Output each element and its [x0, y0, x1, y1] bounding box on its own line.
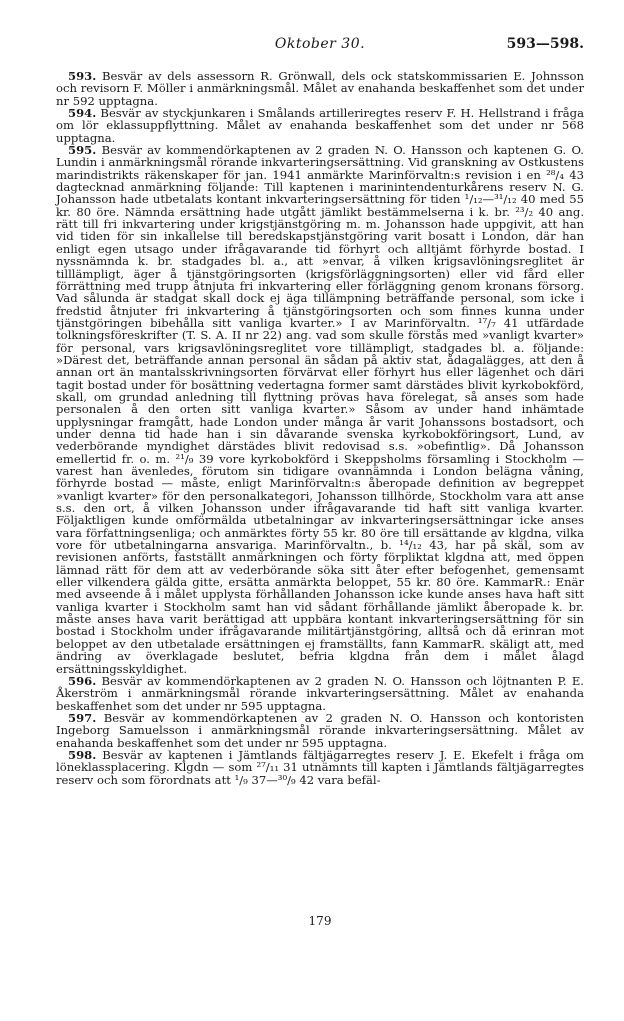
paragraph-593 [56, 70, 584, 107]
header-case-range: 593—598. [506, 36, 584, 52]
paragraph-text: Besvär av kommendörkaptenen av 2 graden N. O. Hansson och kaptenen G. O. Lundin i anmärkningsmål rörande inkvarteringsersättning. Vid granskning av Ostkustens marindistrikts räkenskaper för jan. 1941 anmärkte Marinförvaltn:s revision i en ²⁸/₄ 43 dagtecknad anmärkning följande: Till kaptenen i marinintendenturkårens reserv N. G. Johansson hade utbetalats kontant inkvarteringsersättning för tiden ¹/₁₂—³¹/₁₂ 40 med 55 kr. 80 öre. Nämnda ersättning hade utgått jämlikt bestämmelserna i k. br. ²³/₂ 40 ang. rätt till fri inkvartering under krigstjänstgöring m. m. Johansson hade uppgivit, att han vid tiden för sin inkallelse till beredskapstjänstgöring varit bosatt i London, där han enligt egen utsago under ifrågavarande tid förhyrt och alltjämt förhyrde bostad. I nyssnämnda k. br. stadgades bl. a., att »envar, å vilken krigsavlöningsreglitet är tilllämpligt, äger å tjänstgöringsorten (krigsförläggningsorten) eller vid fård eller förrättning med trupp åtnjuta fri inkvartering eller förläggning genom kronans försorg. Vad sålunda är stadgat skall dock ej äga tillämpning beträffande personal, som icke i fredstid åtnjuter fri inkvartering å tjänstgöringsorten och som finnes kunna under tjänstgöringen bibehålla sitt vanliga kvarter.» I av Marinförvaltn. ¹⁷/₇ 41 utfärdade tolkningsföreskrifter (T. S. A. II nr 22) ang. vad som skulle förstås med »vanligt kvarter» för personal, vars krigsavlöningsreglitet vore tillämpligt, stadgades bl. a. följande: »Därest det, beträffande annan personal än sådan på aktiv stat, ådagalägges, att den å annan ort än mantalsskrivningsorten förvärvat eller förhyrt hus eller lägenhet och däri tagit bostad under för bosättning vedertagna former samt därstädes blivit kyrkobokförd, skall, om grundad anledning till flyttning prövas hava förelegat, så anses som hade personalen å den orten sitt vanliga kvarter.» Såsom av under hand inhämtade upplysningar framgått, hade London under många år varit Johanssons bostadsort, och under denna tid hade han i sin dåvarande svenska kyrkobokföringsort, Lund, av vederbörande myndighet därstädes blivit redovisad s.s. »obefintlig». Då Johansson emellertid fr. o. m. ²¹/₉ 39 vore kyrkobokförd i Skeppsholms församling i Stockholm — varest han ävenledes, förutom sin tidigare ovannämnda i London belägna våning, förhyrde bostad — måste, enligt Marinförvaltn:s åberopade definition av begreppet »vanligt kvarter» för den personalkategori, Johansson tillhörde, Stockholm vara att anse s.s. den ort, å vilken Johansson under ifrågavarande tid haft sitt vanliga kvarter. Följaktligen kunde omförmälda utbetalningar av inkvarteringsersättningar icke anses vara författningsenliga; och anmärktes förty 55 kr. 80 öre till ersättande av klgdna, vilka vore för utbetalningarna ansvariga. Marinförvaltn., b. ¹⁴/₁₂ 43, har på skäl, som av revisionen anförts, fastställt anmärkningen och förty förpliktat klgdna att, med öppen lämnad rätt för dem att av vederbörande söka sitt åter efter befogenhet, gemensamt eller vilkendera gälda gitte, ersätta anmärkta beloppet, 55 kr. 80 öre. KammarR.: Enär med avseende å i målet upplysta förhållanden Johansson icke kunde anses hava haft sitt vanliga kvarter i Stockholm samt han vid sådant förhållande jämlikt åberopade k. br. måste anses hava varit berättigad att uppbära kontant inkvarteringsersättning för sin bostad i Stockholm under ifrågavarande militärtjänstgöring, alltså och då erinran mot beloppet av den utbetalade ersättningen ej framställts, fann KammarR. skäligt att, med ändring av överklagade beslutet, befria klgdna från dem i målet ålagd ersättningsskyldighet. [56, 143, 584, 676]
header-title: Oktober 30. [274, 36, 366, 52]
case-number: 593. [68, 69, 97, 83]
paragraph-text: Besvär av kommendörkaptenen av 2 graden N. O. Hansson och löjtnanten P. E. Åkerström i anmärkningsmål rörande inkvarteringsersättning. Målet av enahanda beskaffenhet som det under nr 595 upptagna. [56, 673, 584, 713]
paragraph-text: Besvär av dels assessorn R. Grönwall, dels ock statskommissarien E. Johnsson och revisorn F. Möller i anmärkningsmål. Målet av enahanda beskaffenhet som det under nr 592 upptagna. [56, 69, 584, 108]
case-number: 594. [68, 106, 97, 121]
paragraph-597 [56, 712, 584, 749]
paragraph-text: Besvär av kommendörkaptenen av 2 graden N. O. Hansson och kontoristen Ingeborg Samuelsson i anmärkningsmål rörande inkvarteringsersättning. Målet av enahanda beskaffenhet som det under nr 595 upptagna. [56, 710, 584, 750]
running-header [56, 26, 584, 52]
paragraph-text: Besvär av kaptenen i Jämtlands fältjägarregtes reserv J. E. Ekefelt i fråga om löneklassplacering. Klgdn — som ²⁷/₁₁ 31 utnämnts till kapten i Jämtlands fältjägarregtes reserv och som förordnats att ¹/₉ 37—³⁰/₉ 42 vara befäl- [56, 747, 584, 787]
page-number: 179 [308, 914, 332, 928]
paragraph-595 [56, 144, 584, 675]
case-number: 595. [68, 143, 97, 158]
paragraph-text: Besvär av styckjunkaren i Smålands artilleriregtes reserv F. H. Hellstrand i fråga om lör eklassuppflyttning. Målet av enahanda beskaffenhet som det under nr 568 upptagna. [56, 106, 584, 145]
paragraph-596 [56, 675, 584, 712]
case-number: 598. [68, 747, 97, 762]
case-number: 597. [68, 710, 97, 725]
paragraph-594 [56, 107, 584, 144]
body-text [56, 70, 584, 786]
page [56, 26, 584, 928]
paragraph-598 [56, 749, 584, 786]
case-number: 596. [68, 673, 97, 688]
